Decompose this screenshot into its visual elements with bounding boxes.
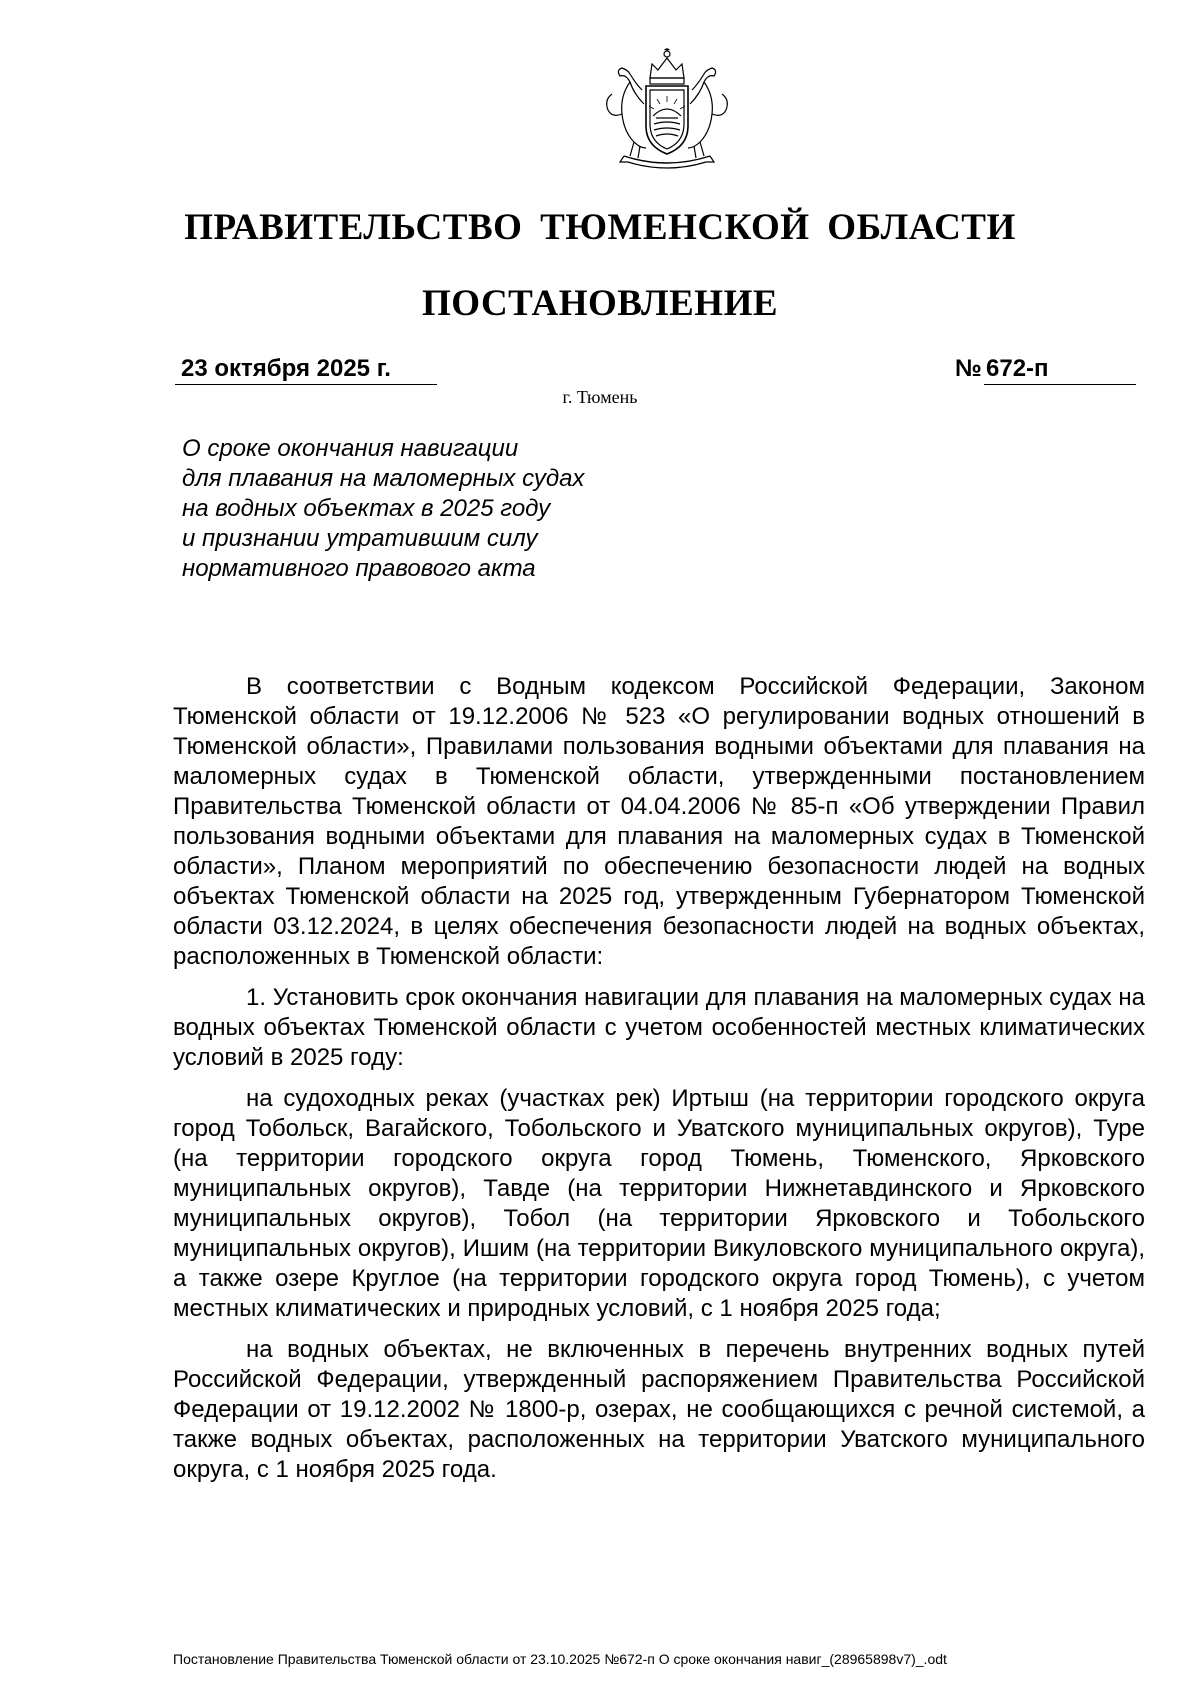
subject-line: нормативного правового акта <box>182 555 536 582</box>
subject-line: и признании утратившим силу <box>182 525 538 552</box>
number-label: № <box>955 355 982 382</box>
subject-line: О сроке окончания навигации <box>182 435 519 462</box>
document-subject <box>182 434 702 584</box>
footer-filename: Постановление Правительства Тюменской области от 23.10.2025 №672-п О сроке окончания навиг_(28965898v7)_.odt <box>173 1651 947 1667</box>
clause-1-paragraph: 1. Установить срок окончания навигации для плавания на маломерных судах на водных объектах Тюменской области с учетом особенностей местных климатических условий в 2025 году: <box>173 984 1145 1071</box>
document-body <box>173 672 1145 1496</box>
coat-of-arms-emblem <box>590 44 744 172</box>
subject-line: на водных объектах в 2025 году <box>182 495 551 522</box>
clause-1-rivers-paragraph: на судоходных реках (участках рек) Иртыш (на территории городского округа город Тобольск, Вагайского, Тобольского и Уватского муниципальных округов), Туре (на территории городского округа город Тюмень, Тюменского, Ярковского муниципальных округов), Тавде (на территории Нижнетавдинского и Ярковского муниципальных округов), Тобол (на территории Ярковского и Тобольского муниципальных округов), Ишим (на территории Викуловского муниципального округа), а также озере Круглое (на территории городского округа город Тюмень), с учетом местных климатических и природных условий, с 1 ноября 2025 года; <box>173 1085 1145 1322</box>
document-type-heading: ПОСТАНОВЛЕНИЕ <box>421 283 779 324</box>
subject-line: для плавания на маломерных судах <box>182 465 585 492</box>
government-title: ПРАВИТЕЛЬСТВО ТЮМЕНСКОЙ ОБЛАСТИ <box>184 207 1016 248</box>
clause-1-other-waters-paragraph: на водных объектах, не включенных в перечень внутренних водных путей Российской Федерации, утвержденный распоряжением Правительства Российской Федерации от 19.12.2002 № 1800-р, озерах, не сообщающихся с речной системой, а также водных объектах, расположенных на территории Уватского муниципального округа, с 1 ноября 2025 года. <box>173 1336 1145 1483</box>
preamble-paragraph: В соответствии с Водным кодексом Российской Федерации, Законом Тюменской области от 19.12.2006 № 523 «О регулировании водных отношений в Тюменской области», Правилами пользования водными объектами для плавания на маломерных судах в Тюменской области, утвержденными постановлением Правительства Тюменской области от 04.04.2006 № 85-п «Об утверждении Правил пользования водными объектами для плавания на маломерных судах в Тюменской области», Планом мероприятий по обеспечению безопасности людей на водных объектах Тюменской области на 2025 год, утвержденным Губернатором Тюменской области 03.12.2024, в целях обеспечения безопасности людей на водных объектах, расположенных в Тюменской области: <box>173 673 1145 970</box>
city-location: г. Тюмень <box>562 387 638 407</box>
document-date: 23 октября 2025 г. <box>175 354 437 385</box>
document-number: 672-п <box>984 354 1136 385</box>
